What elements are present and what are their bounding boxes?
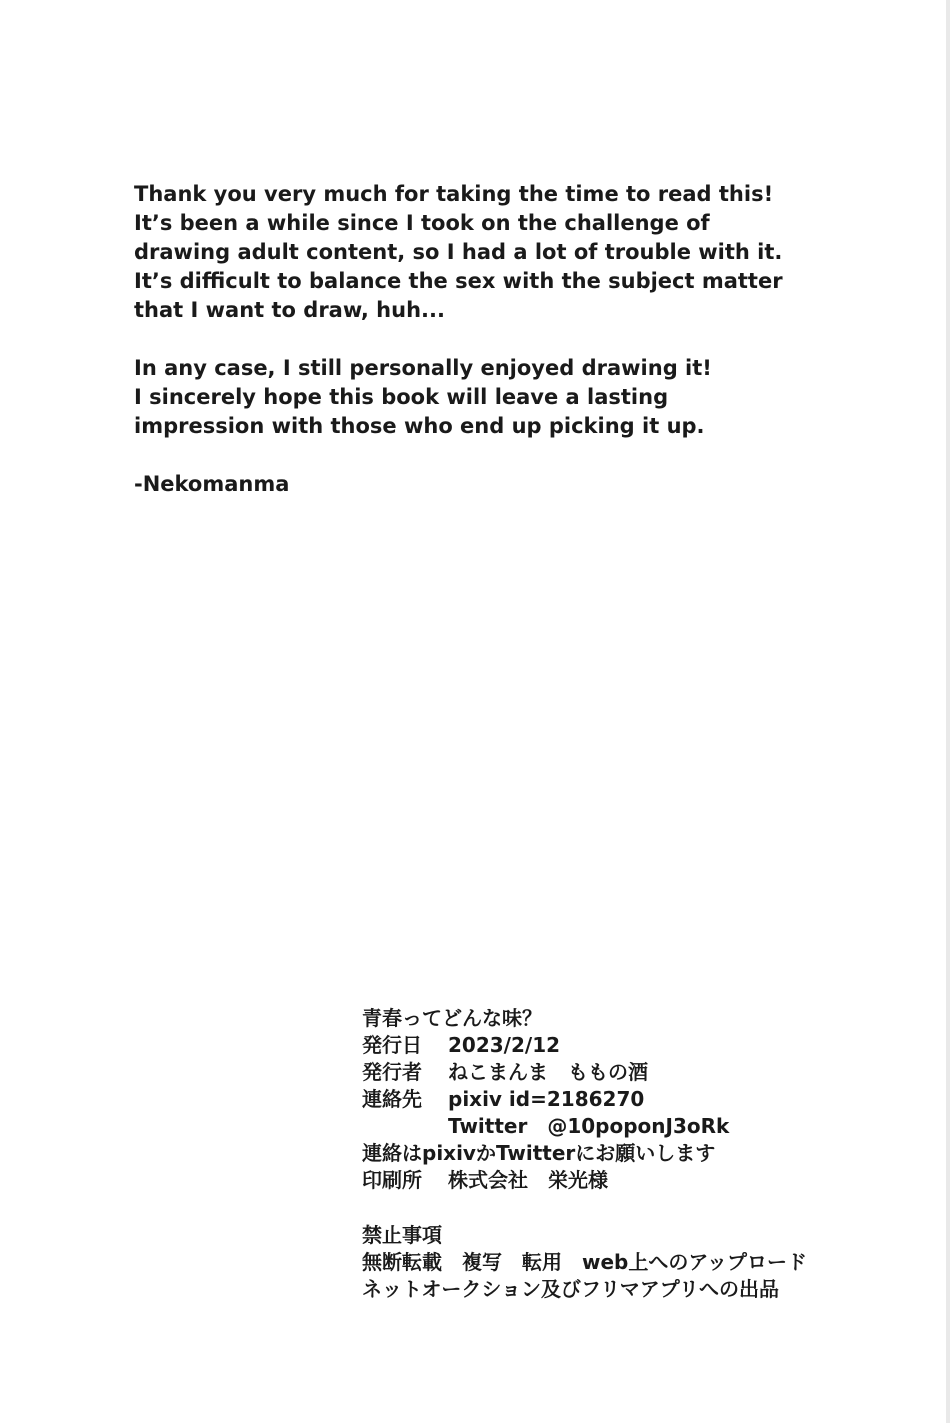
afterword-line: In any case, I still personally enjoyed drawing it!: [134, 356, 712, 380]
author-signature: -Nekomanma: [134, 472, 290, 496]
printer-value: 株式会社 栄光様: [448, 1168, 608, 1192]
contact-twitter-row: [362, 1113, 842, 1140]
afterword-line: that I want to draw, huh...: [134, 298, 445, 322]
page-edge: [946, 0, 950, 1423]
contact-pixiv: pixiv id=2186270: [448, 1087, 645, 1111]
contact-twitter: Twitter @10poponJ3oRk: [448, 1114, 730, 1138]
prohibited-heading-row: [362, 1222, 842, 1249]
afterword-line: It’s been a while since I took on the challenge of: [134, 211, 710, 235]
book-title: [362, 1005, 842, 1032]
printer-row: [362, 1167, 842, 1194]
contact-note-row: [362, 1140, 842, 1167]
afterword: [134, 180, 834, 499]
afterword-paragraph-2: [134, 354, 834, 441]
printer-label: 印刷所: [362, 1168, 422, 1192]
book-title-text: 青春ってどんな味？: [362, 1006, 542, 1030]
prohibited-line-2: ネットオークション及びフリマアプリへの出品: [362, 1277, 779, 1301]
publication-date-value: 2023/2/12: [448, 1033, 561, 1057]
prohibited-line-1-row: [362, 1249, 842, 1276]
contact-label: 連絡先: [362, 1087, 422, 1111]
publisher-label: 発行者: [362, 1060, 422, 1084]
contact-row: [362, 1086, 842, 1113]
prohibited-line-2-row: [362, 1276, 842, 1303]
contact-note: 連絡はpixivかTwitterにお願いします: [362, 1141, 716, 1165]
section-gap: [362, 1194, 842, 1222]
publication-date-label: 発行日: [362, 1033, 422, 1057]
colophon: [362, 1005, 842, 1303]
prohibited-line-1: 無断転載 複写 転用 web上へのアップロード: [362, 1250, 807, 1274]
afterword-paragraph-1: [134, 180, 834, 325]
afterword-line: It’s difficult to balance the sex with the subject matter: [134, 269, 783, 293]
prohibited-heading: 禁止事項: [362, 1223, 442, 1247]
publisher-value: ねこまんま ももの酒: [448, 1060, 648, 1084]
afterword-line: impression with those who end up picking it up.: [134, 414, 705, 438]
afterword-line: drawing adult content, so I had a lot of trouble with it.: [134, 240, 783, 264]
afterword-line: Thank you very much for taking the time to read this!: [134, 182, 774, 206]
publication-date-row: [362, 1032, 842, 1059]
publisher-row: [362, 1059, 842, 1086]
afterword-line: I sincerely hope this book will leave a lasting: [134, 385, 669, 409]
